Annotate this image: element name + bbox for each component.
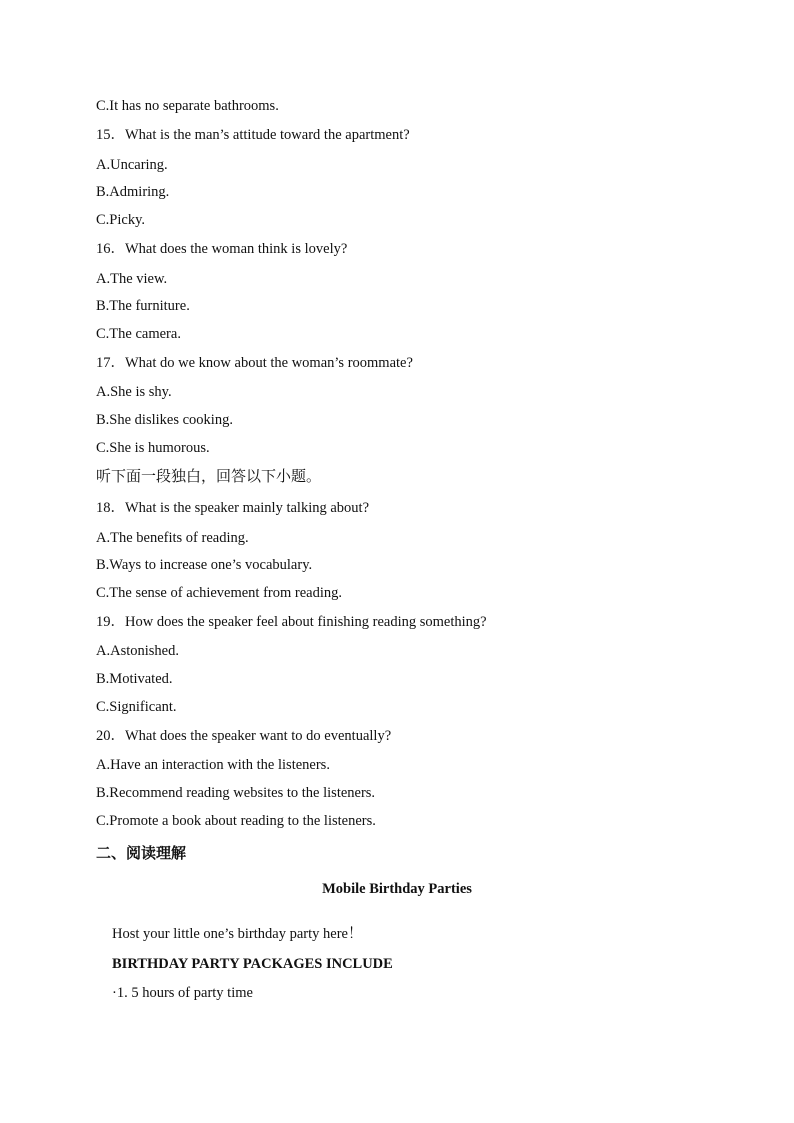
question-20: 20．What does the speaker want to do eventually? (96, 728, 392, 744)
option-14c: C.It has no separate bathrooms. (96, 98, 279, 114)
option-19a: A.Astonished. (96, 643, 179, 659)
option-15c: C.Picky. (96, 212, 146, 228)
option-15a: A.Uncaring. (96, 157, 168, 173)
question-15: 15．What is the man’s attitude toward the apartment? (96, 127, 410, 143)
package-item-1: ·1. 5 hours of party time (112, 985, 253, 1001)
option-20c: C.Promote a book about reading to the listeners. (96, 813, 376, 829)
question-19: 19．How does the speaker feel about finishing reading something? (96, 614, 487, 630)
section-instruction: 听下面一段独白，回答以下小题。 (96, 467, 322, 485)
option-17c: C.She is humorous. (96, 440, 210, 456)
packages-heading: BIRTHDAY PARTY PACKAGES INCLUDE (112, 956, 393, 972)
option-18a: A.The benefits of reading. (96, 530, 249, 546)
passage-intro: Host your little one’s birthday party here！ (112, 926, 363, 942)
option-20a: A.Have an interaction with the listeners. (96, 757, 330, 773)
question-18: 18．What is the speaker mainly talking about? (96, 500, 370, 516)
option-16a: A.The view. (96, 271, 168, 287)
option-16b: B.The furniture. (96, 298, 190, 314)
passage-title: Mobile Birthday Parties (322, 881, 472, 897)
option-17b: B.She dislikes cooking. (96, 412, 233, 428)
option-18c: C.The sense of achievement from reading. (96, 585, 343, 601)
option-20b: B.Recommend reading websites to the listeners. (96, 785, 376, 801)
section-heading-reading: 二、阅读理解 (96, 844, 187, 862)
option-19b: B.Motivated. (96, 671, 173, 687)
option-16c: C.The camera. (96, 326, 181, 342)
option-18b: B.Ways to increase one’s vocabulary. (96, 557, 313, 573)
question-17: 17．What do we know about the woman’s roommate? (96, 355, 413, 371)
option-17a: A.She is shy. (96, 384, 172, 400)
question-16: 16．What does the woman think is lovely? (96, 241, 348, 257)
option-15b: B.Admiring. (96, 184, 170, 200)
option-19c: C.Significant. (96, 699, 177, 715)
